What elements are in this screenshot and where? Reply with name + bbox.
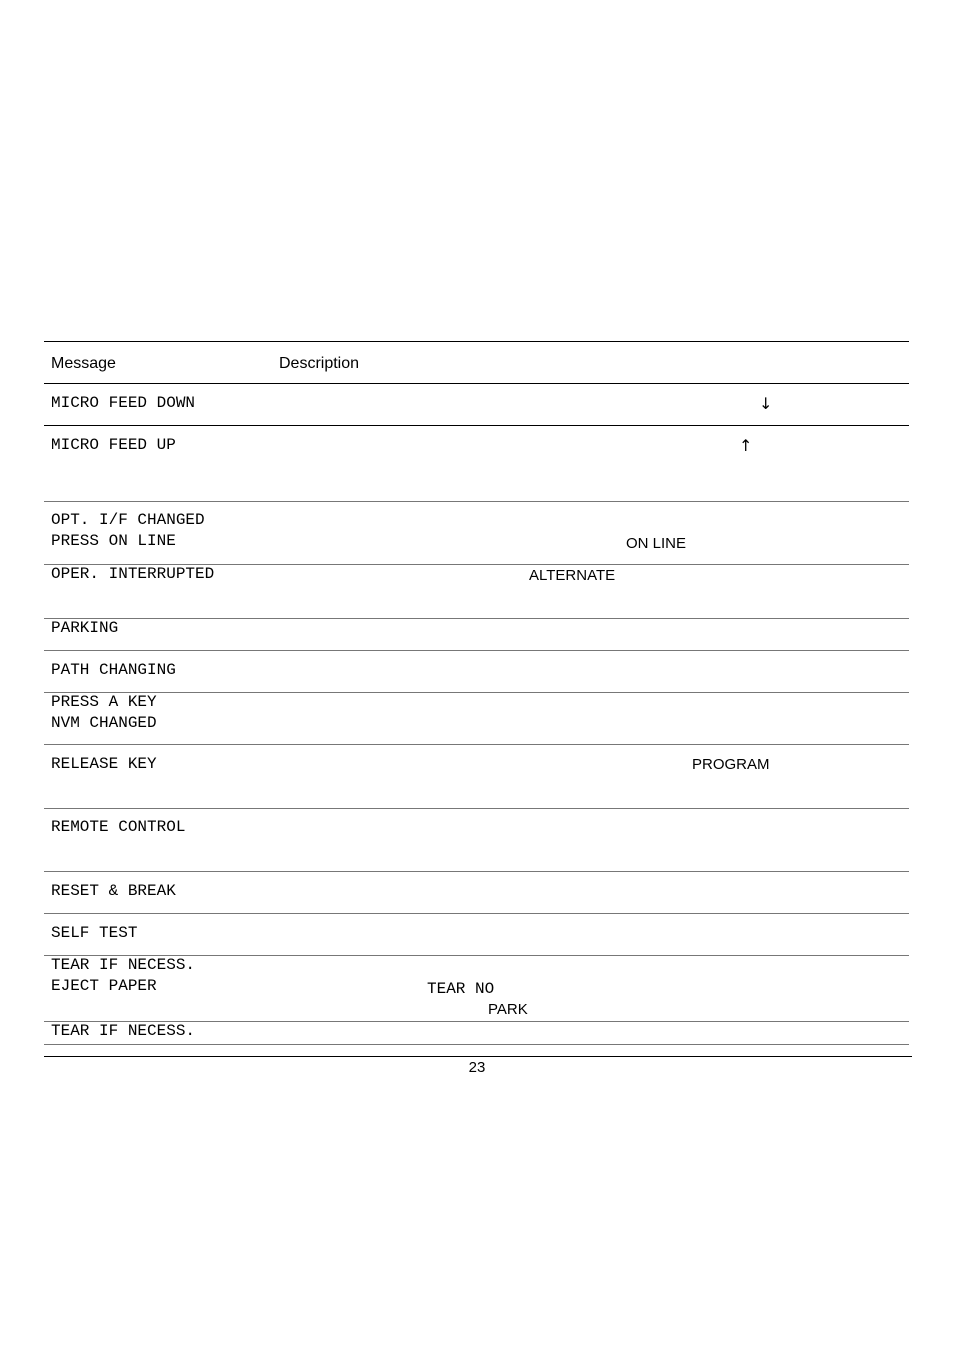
message-text: RELEASE KEY — [51, 755, 157, 773]
message-text: TEAR IF NECESS. — [51, 1022, 196, 1040]
footer-rule — [44, 1056, 912, 1057]
message-text: PRESS A KEY — [51, 693, 157, 711]
key-name: PARK — [488, 1001, 528, 1018]
message-text: REMOTE CONTROL — [51, 818, 186, 836]
row-divider — [44, 913, 909, 914]
row-divider — [44, 1044, 909, 1045]
row-divider — [44, 744, 909, 745]
header-description: Description — [279, 355, 360, 372]
key-name: TEAR NO — [427, 980, 495, 998]
message-text: MICRO FEED UP — [51, 436, 176, 454]
table-top-border — [44, 341, 909, 342]
header-bottom-border — [44, 383, 909, 384]
row-divider — [44, 808, 909, 809]
message-text: PARKING — [51, 619, 119, 637]
message-text: PATH CHANGING — [51, 661, 176, 679]
message-text: NVM CHANGED — [51, 714, 157, 732]
row-divider — [44, 692, 909, 693]
row-divider — [44, 501, 909, 502]
row-divider — [44, 425, 909, 426]
key-name: ON LINE — [626, 535, 687, 552]
page-number: 23 — [468, 1059, 486, 1076]
message-text: PRESS ON LINE — [51, 532, 176, 550]
row-divider — [44, 650, 909, 651]
key-name: ALTERNATE — [529, 567, 616, 584]
message-text: TEAR IF NECESS. — [51, 956, 196, 974]
message-text: OPT. I/F CHANGED — [51, 511, 205, 529]
message-text: EJECT PAPER — [51, 977, 157, 995]
message-text: SELF TEST — [51, 924, 138, 942]
row-divider — [44, 618, 909, 619]
message-text: OPER. INTERRUPTED — [51, 565, 215, 583]
key-name: PROGRAM — [692, 756, 770, 773]
arrow-down-icon: ↓ — [759, 394, 773, 413]
arrow-up-icon: ↑ — [739, 436, 753, 455]
row-divider — [44, 871, 909, 872]
message-text: MICRO FEED DOWN — [51, 394, 196, 412]
message-text: RESET & BREAK — [51, 882, 176, 900]
header-message: Message — [51, 355, 116, 372]
